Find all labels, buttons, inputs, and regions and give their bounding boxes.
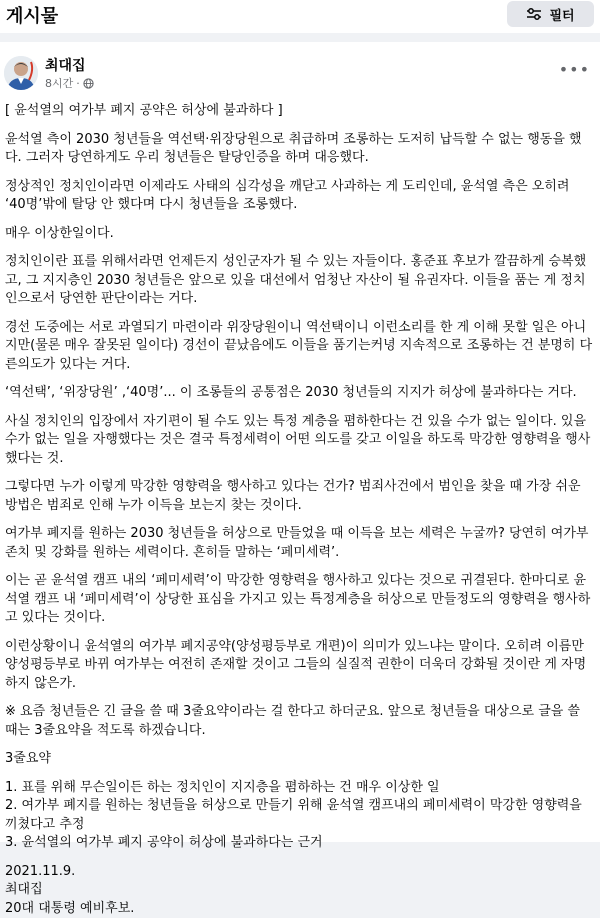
signature-title: 20대 대통령 예비후보. — [5, 900, 593, 918]
post-paragraph: 이는 곧 윤석열 캠프 내의 ‘페미세력’이 막강한 영향력을 행사하고 있다는 것으로 귀결된다. 한마디로 윤석열 캠프 내 ‘페미세력’이 상당한 표심을 가지고 있는 특정계층을 허상으로 만들정도의 영향력을 행사하고 있다는 것이다. — [5, 572, 593, 628]
post-paragraph: 사실 정치인의 입장에서 자기편이 될 수도 있는 특정 계층을 폄하한다는 건 있을 수가 없는 일이다. 있을 수가 없는 일을 자행했다는 것은 결국 특정세력이 어떤 의도를 갖고 이일을 하도록 막강한 영향력을 행사했다는 것. — [5, 413, 593, 469]
author-name[interactable]: 최대집 — [45, 55, 86, 75]
post-paragraph: 경선 도중에는 서로 과열되기 마련이라 위장당원이니 역선택이니 이런소리를 한 게 이해 못할 일은 아니지만(물론 매우 잘못된 일이다) 경선이 끝났음에도 이들을 품기는커녕 지속적으로 조롱하는 건 분명히 다른의도가 있다는 거다. — [5, 319, 593, 375]
more-options-icon[interactable]: ••• — [559, 60, 590, 79]
filter-icon — [526, 8, 542, 20]
profile-photo — [4, 56, 38, 90]
post-paragraph: ‘역선택’, ‘위장당원’ ,‘40명’... 이 조롱들의 공통점은 2030 청년들의 지지가 허상에 불과하다는 거다. — [5, 384, 593, 403]
summary-item: 1. 표를 위해 무슨일이든 하는 정치인이 지지층을 폄하하는 건 매우 이상한 일 — [5, 779, 593, 798]
post-paragraph: 정치인이란 표를 위해서라면 언제든지 성인군자가 될 수 있는 자들이다. 홍준표 후보가 깔끔하게 승복했고, 그 지지층인 2030 청년들은 앞으로 있을 대선에서 엄청난 자산이 될 유권자다. 이들을 품는 게 정치인으로서 당연한 판단이라는 거다. — [5, 253, 593, 309]
post-time[interactable]: 8시간 — [45, 75, 73, 91]
post-paragraph: [ 윤석열의 여가부 폐지 공약은 허상에 불과하다 ] — [5, 102, 593, 121]
post-meta — [45, 75, 94, 91]
post-paragraph: 정상적인 정치인이라면 이제라도 사태의 심각성을 깨닫고 사과하는 게 도리인데, 윤석열 측은 오히려 ‘40명’밖에 탈당 안 했다며 다시 청년들을 조롱했다. — [5, 178, 593, 215]
post-card — [0, 42, 600, 842]
signature-name: 최대집 — [5, 881, 593, 900]
meta-separator: · — [76, 77, 80, 90]
avatar[interactable] — [4, 56, 38, 90]
post-paragraph: 매우 이상한일이다. — [5, 225, 593, 244]
summary-item: 3. 윤석열의 여가부 폐지 공약이 허상에 불과하다는 근거 — [5, 834, 593, 853]
post-body — [5, 102, 593, 918]
post-paragraph: 그렇다면 누가 이렇게 막강한 영향력을 행사하고 있다는 건가? 범죄사건에서 범인을 찾을 때 가장 쉬운방법은 범죄로 인해 누가 이득을 보는지 찾는 것이다. — [5, 478, 593, 515]
globe-icon — [83, 78, 94, 89]
post-paragraph: ※ 요즘 청년들은 긴 글을 쓸 때 3줄요약이라는 걸 한다고 하더군요. 앞으로 청년들을 대상으로 글을 쓸 때는 3줄요약을 적도록 하겠습니다. — [5, 703, 593, 740]
top-bar — [0, 0, 600, 33]
page-title: 게시물 — [6, 2, 58, 28]
summary-item: 2. 여가부 폐지를 원하는 청년들을 허상으로 만들기 위해 윤석열 캠프내의 페미세력이 막강한 영향력을 끼쳤다고 추정 — [5, 797, 593, 834]
filter-button[interactable] — [507, 1, 594, 27]
filter-label: 필터 — [549, 5, 574, 24]
post-paragraph: 윤석열 측이 2030 청년들을 역선택·위장당원으로 취급하며 조롱하는 도저히 납득할 수 없는 행동을 했다. 그러자 당연하게도 우리 청년들은 탈당인증을 하며 대응했다. — [5, 131, 593, 168]
signature-date: 2021.11.9. — [5, 863, 593, 882]
post-paragraph: 여가부 폐지를 원하는 2030 청년들을 허상으로 만들었을 때 이득을 보는 세력은 누굴까? 당연히 여가부 존치 및 강화를 원하는 세력이다. 흔히들 말하는 ‘페미세력’. — [5, 525, 593, 562]
post-paragraph: 이런상황이니 윤석열의 여가부 폐지공약(양성평등부로 개편)이 의미가 있느냐는 말이다. 오히려 이름만 양성평등부로 바뀌 여가부는 여전히 존재할 것이고 그들의 실질적 권한이 더욱더 강화될 것이란 게 자명하지 않은가. — [5, 638, 593, 694]
summary-heading: 3줄요약 — [5, 750, 593, 769]
